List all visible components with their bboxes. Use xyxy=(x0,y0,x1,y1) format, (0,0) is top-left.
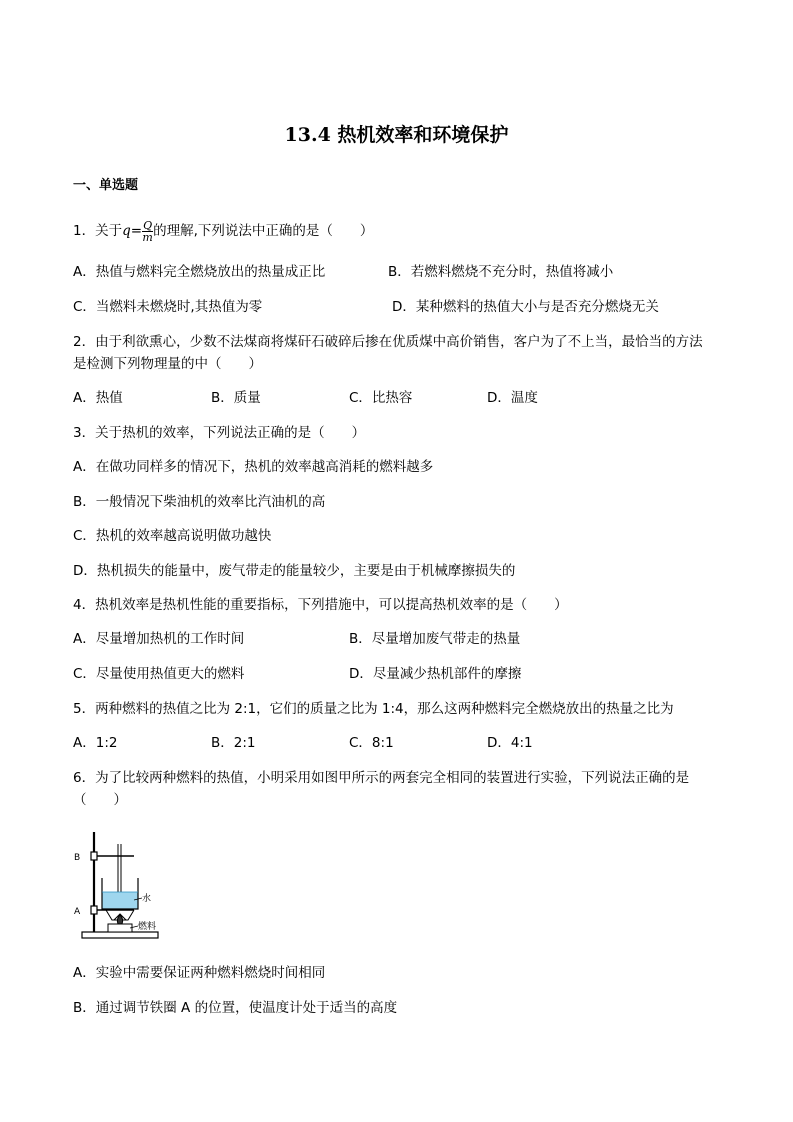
question-1-stem xyxy=(73,214,373,248)
question-2-stem-line2: 是检测下列物理量的中（ ） xyxy=(73,356,262,372)
question-1-prefix: 1．关于 xyxy=(73,223,123,239)
question-2-stem-line1: 2．由于利欲熏心，少数不法煤商将煤矸石破碎后掺在优质煤中高价销售，客户为了不上当，最恰当的方法 xyxy=(73,334,703,350)
question-3-stem: 3．关于热机的效率，下列说法正确的是（ ） xyxy=(73,425,366,441)
label-water: 水 xyxy=(142,894,152,904)
question-4-option-d: D．尽量减少热机部件的摩擦 xyxy=(349,666,522,682)
label-b: B xyxy=(74,853,81,863)
question-5-option-c: C．8:1 xyxy=(349,735,394,751)
formula-lhs: q xyxy=(122,223,131,239)
question-3-option-c: C．热机的效率越高说明做功越快 xyxy=(73,528,272,544)
question-6-stem-line2: （ ） xyxy=(73,792,127,808)
page-title: 13.4 热机效率和环境保护 xyxy=(284,124,509,146)
question-2-option-a: A．热值 xyxy=(73,390,123,406)
question-1-option-c: C．当燃料未燃烧时,其热值为零 xyxy=(73,299,263,315)
question-5-option-a: A．1:2 xyxy=(73,735,118,751)
question-5-option-d: D．4:1 xyxy=(487,735,533,751)
label-a: A xyxy=(74,907,81,917)
question-2-option-d: D．温度 xyxy=(487,390,538,406)
label-fuel: 燃料 xyxy=(138,922,157,932)
question-4-option-b: B．尽量增加废气带走的热量 xyxy=(349,631,521,647)
question-4-stem: 4．热机效率是热机性能的重要指标，下列措施中，可以提高热机效率的是（ ） xyxy=(73,597,568,613)
question-3-option-a: A．在做功同样多的情况下，热机的效率越高消耗的燃料越多 xyxy=(73,459,434,475)
question-6-option-b: B．通过调节铁圈 A 的位置，使温度计处于适当的高度 xyxy=(73,1000,398,1016)
formula-fraction xyxy=(142,220,153,243)
question-3-option-b: B．一般情况下柴油机的效率比汽油机的高 xyxy=(73,494,326,510)
question-1-option-d: D．某种燃料的热值大小与是否充分燃烧无关 xyxy=(392,299,659,315)
question-6-stem-line1: 6．为了比较两种燃料的热值，小明采用如图甲所示的两套完全相同的装置进行实验，下列说法正确的是 xyxy=(73,770,690,786)
beaker xyxy=(102,878,138,909)
question-2-option-b: B．质量 xyxy=(211,390,261,406)
question-1-option-a: A．热值与燃料完全燃烧放出的热量成正比 xyxy=(73,264,326,280)
question-1-suffix: 的理解,下列说法中正确的是（ ） xyxy=(153,223,374,239)
question-1-option-b: B．若燃料燃烧不充分时，热值将减小 xyxy=(388,264,614,280)
formula-equals: = xyxy=(130,223,143,239)
question-2-option-c: C．比热容 xyxy=(349,390,413,406)
question-3-option-d: D．热机损失的能量中，废气带走的能量较少，主要是由于机械摩擦损失的 xyxy=(73,563,516,579)
question-4-option-c: C．尽量使用热值更大的燃料 xyxy=(73,666,245,682)
question-5-stem: 5．两种燃料的热值之比为 2:1，它们的质量之比为 1:4，那么这两种燃料完全燃烧放出的热量之比为 xyxy=(73,701,674,717)
formula-denominator: m xyxy=(142,230,153,244)
gauze-and-burner xyxy=(106,910,134,932)
question-4-option-a: A．尽量增加热机的工作时间 xyxy=(73,631,245,647)
formula-numerator: Q xyxy=(143,218,153,232)
apparatus-figure xyxy=(72,830,168,942)
question-6-option-a: A．实验中需要保证两种燃料燃烧时间相同 xyxy=(73,965,326,981)
section-heading: 一、单选题 xyxy=(73,178,139,193)
question-5-option-b: B．2:1 xyxy=(211,735,256,751)
